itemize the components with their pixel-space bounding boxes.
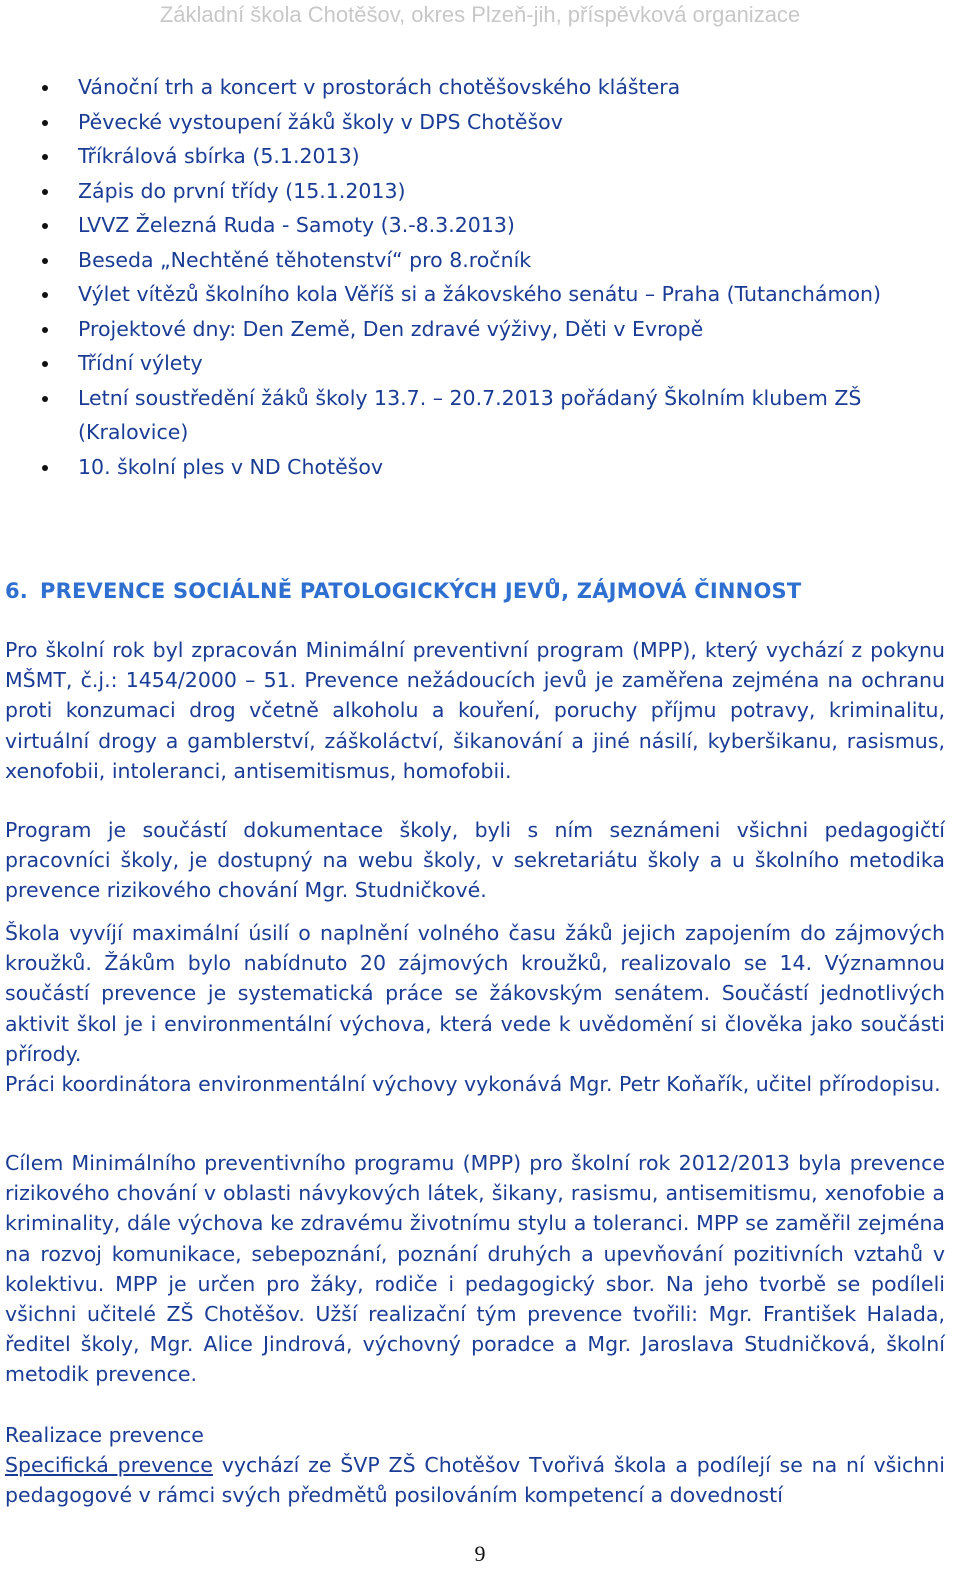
- list-item: [0, 174, 960, 209]
- bullet-icon: [42, 189, 48, 195]
- paragraph-program-documentation: Program je součástí dokumentace školy, byli s ním seznámeni všichni pedagogičtí pracovníci školy, je dostupný na webu školy, v sekretariátu školy a u školního metodika prevence rizikového chování Mgr. Studničkové.: [5, 818, 945, 903]
- list-item-text: Vánoční trh a koncert v prostorách chotěšovského kláštera: [78, 75, 681, 99]
- bullet-icon: [42, 223, 48, 229]
- section-heading: [5, 576, 801, 606]
- specific-prevention-text: vychází ze ŠVP ZŠ Chotěšov Tvořivá škola a podílejí se na ní všichni pedagogové v rámci svých předmětů posilováním kompetencí a dovedností: [5, 1453, 945, 1508]
- list-item-text: 10. školní ples v ND Chotěšov: [78, 454, 384, 479]
- list-item: [0, 346, 960, 381]
- list-item-text: Zápis do první třídy (15.1.2013): [78, 178, 406, 203]
- list-item: [0, 312, 960, 347]
- page-header: Základní škola Chotěšov, okres Plzeň-jih, příspěvková organizace: [159, 2, 801, 27]
- paragraph-environmental-coordinator: Práci koordinátora environmentální výchovy vykonává Mgr. Petr Koňařík, učitel přírodopisu.: [5, 1072, 941, 1096]
- list-item: [0, 208, 960, 243]
- paragraph-realization-heading: Realizace prevence: [5, 1423, 204, 1447]
- section-number: 6.: [5, 579, 28, 603]
- page-number: 9: [474, 1541, 486, 1566]
- list-item-text: Tříkrálová sbírka (5.1.2013): [78, 144, 360, 168]
- list-item: [0, 277, 960, 312]
- bullet-icon: [42, 154, 48, 160]
- list-item: [0, 243, 960, 278]
- bullet-icon: [42, 292, 48, 298]
- section-title: PREVENCE SOCIÁLNĚ PATOLOGICKÝCH JEVŮ, ZÁJMOVÁ ČINNOST: [40, 579, 802, 603]
- bullet-icon: [42, 396, 48, 402]
- list-item: [0, 105, 960, 140]
- list-item-text: Letní soustředění žáků školy 13.7. – 20.7.2013 pořádaný Školním klubem ZŠ (Kralovice): [78, 385, 862, 444]
- list-item-text: Projektové dny: Den Země, Den zdravé výživy, Děti v Evropě: [78, 316, 704, 341]
- list-item-text: Třídní výlety: [78, 351, 203, 375]
- list-item-text: LVVZ Železná Ruda - Samoty (3.-8.3.2013): [78, 213, 515, 237]
- list-item-text: Výlet vítězů školního kola Věříš si a žákovského senátu – Praha (Tutanchámon): [78, 282, 881, 306]
- list-item: [0, 139, 960, 174]
- bullet-icon: [42, 361, 48, 367]
- list-item-text: Beseda „Nechtěné těhotenství“ pro 8.ročník: [78, 247, 532, 272]
- paragraph-mpp-goals: Cílem Minimálního preventivního programu (MPP) pro školní rok 2012/2013 byla prevence rizikového chování v oblasti návykových látek, šikany, rasismu, antisemitismu, xenofobie a kriminality, dále výchova ke zdravému životnímu stylu a toleranci. MPP se zaměřil zejména na rozvoj komunikace, sebepoznání, poznání druhých a upevňování pozitivních vztahů v kolektivu. MPP je určen pro žáky, rodiče i pedagogický sbor. Na jeho tvorbě se podíleli všichni učitelé ZŠ Chotěšov. Užší realizační tým prevence tvořili: Mgr. František Halada, ředitel školy, Mgr. Alice Jindrová, výchovný poradce a Mgr. Jaroslava Studničková, školní metodik prevence.: [5, 1151, 945, 1387]
- bullet-icon: [42, 327, 48, 333]
- paragraph-specific-prevention: [5, 1450, 945, 1510]
- bullet-icon: [42, 258, 48, 264]
- list-item-text: Pěvecké vystoupení žáků školy v DPS Chotěšov: [78, 109, 563, 134]
- list-item: [0, 70, 960, 105]
- bullet-icon: [42, 120, 48, 126]
- list-item: [0, 381, 960, 450]
- list-item: [0, 450, 960, 485]
- specific-prevention-term: Specifická prevence: [5, 1453, 213, 1477]
- events-list: [0, 70, 960, 484]
- bullet-icon: [42, 465, 48, 471]
- bullet-icon: [42, 85, 48, 91]
- paragraph-mpp-intro: Pro školní rok byl zpracován Minimální preventivní program (MPP), který vychází z pokynu MŠMT, č.j.: 1454/2000 – 51. Prevence nežádoucích jevů je zaměřena zejména na ochranu proti konzumaci drog včetně alkoholu a kouření, poruchy příjmu potravy, kriminalitu, virtuální drogy a gamblerství, záškoláctví, šikanování a jiné násilí, kyberšikanu, rasismus, xenofobii, intoleranci, antisemitismus, homofobii.: [5, 638, 945, 783]
- paragraph-free-time: Škola vyvíjí maximální úsilí o naplnění volného času žáků jejich zapojením do zájmových kroužků. Žákům bylo nabídnuto 20 zájmových kroužků, realizovalo se 14. Významnou součástí prevence je systematická práce se žákovským senátem. Součástí jednotlivých aktivit škol je i environmentální výchova, která vede k uvědomění si člověka jako součásti přírody.: [5, 921, 945, 1066]
